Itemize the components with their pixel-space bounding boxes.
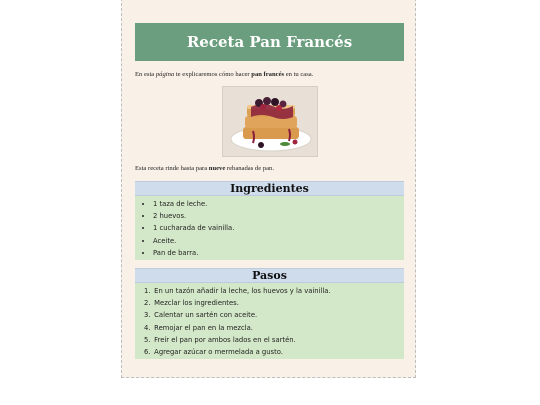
- step-number: 3.: [144, 311, 151, 320]
- recipe-page: [121, 0, 416, 378]
- intro-text-2: te explicaremos cómo hacer: [174, 71, 252, 78]
- ingredient-item: • Pan de barra.: [153, 247, 404, 259]
- page-title: [135, 23, 404, 61]
- steps-heading: [135, 268, 404, 283]
- yield-text-1: Esta receta rinde hasta para: [135, 165, 209, 172]
- intro-bold: pan francés: [251, 71, 285, 78]
- intro-text-1: En esta: [135, 71, 156, 78]
- step-item: [144, 285, 404, 297]
- step-number: 1.: [144, 287, 151, 295]
- ingredient-item: • 2 huevos.: [153, 210, 404, 222]
- step-text: Mezclar los ingredientes.: [154, 299, 239, 308]
- step-text: Agregar azúcar o mermelada a gusto.: [154, 347, 283, 356]
- step-item: [144, 309, 404, 321]
- step-item: [144, 322, 404, 334]
- step-text: Calentar un sartén con aceite.: [154, 311, 258, 320]
- ingredients-list: [135, 196, 404, 260]
- yield-bold: nueve: [208, 165, 226, 172]
- step-number: 5.: [144, 335, 151, 344]
- french-toast-image: [222, 86, 318, 157]
- step-number: 6.: [144, 347, 151, 356]
- step-number: 4.: [144, 323, 151, 332]
- step-text: En un tazón añadir la leche, los huevos y la vainilla.: [154, 287, 331, 295]
- ingredients-heading: [135, 181, 404, 196]
- step-text: Remojar el pan en la mezcla.: [154, 323, 253, 332]
- intro-italic: página: [155, 71, 175, 78]
- ingredient-item: • 1 cucharada de vainilla.: [153, 222, 404, 234]
- step-text: Freír el pan por ambos lados en el sartén.: [154, 335, 296, 344]
- step-item: [144, 346, 404, 358]
- steps-list: [135, 283, 404, 359]
- ingredient-item: • Aceite.: [153, 235, 404, 247]
- yield-paragraph: [135, 165, 407, 172]
- intro-paragraph: [135, 71, 407, 78]
- ingredients-heading-text: Ingredientes: [230, 182, 309, 195]
- french-toast-illustration: [223, 87, 318, 157]
- page-title-text: Receta Pan Francés: [186, 33, 353, 51]
- yield-text-2: rebanadas de pan.: [225, 165, 274, 172]
- step-number: 2.: [144, 299, 151, 308]
- steps-heading-text: Pasos: [252, 269, 287, 282]
- intro-text-3: en tu casa.: [284, 71, 314, 78]
- step-item: [144, 297, 404, 309]
- step-item: [144, 334, 404, 346]
- ingredient-item: • 1 taza de leche.: [153, 198, 404, 210]
